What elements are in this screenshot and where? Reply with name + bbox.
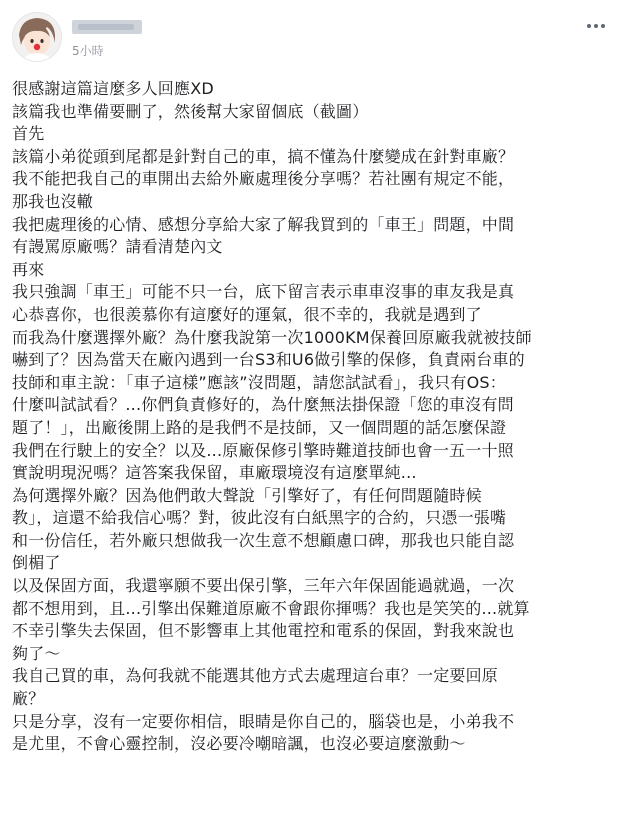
post-text-line: 我不能把我自己的車開出去給外廠處理後分享嗎？若社團有規定不能， [12, 169, 515, 189]
more-options-button[interactable] [582, 16, 610, 36]
post-text-line: 為何選擇外廠？因為他們敢大聲說「引擎好了，有任何問題隨時候 [12, 485, 482, 505]
post-header [12, 12, 610, 68]
post-body [12, 78, 610, 756]
post-text-line: 很感謝這篇這麼多人回應XD [12, 79, 214, 98]
post-text-line: 是尤里，不會心靈控制，沒必要冷嘲暗諷，也沒必要這麼激動～ [12, 734, 466, 754]
more-dot-icon [594, 24, 598, 28]
post-text-line: 題了！」，出廠後開上路的是我們不是技師，又一個問題的話怎麼保證 [12, 417, 507, 437]
post-text-line: 首先 [12, 124, 45, 144]
post-text-line: 該篇小弟從頭到尾都是針對自己的車，搞不懂為什麼變成在針對車廠？ [12, 146, 515, 166]
post-text-line: 夠了～ [12, 643, 61, 663]
post-text-line: 有謾罵原廠嗎？請看清楚內文 [12, 237, 223, 257]
post-text-line: 教」，這還不給我信心嗎？對，彼此沒有白紙黑字的合約，只憑一張嘴 [12, 508, 507, 528]
post-timestamp[interactable]: 5小時 [72, 44, 104, 58]
post-text-line: 不幸引擎失去保固，但不影響車上其他電控和電系的保固，對我來說也 [12, 621, 515, 641]
more-dot-icon [601, 24, 605, 28]
avatar[interactable] [12, 12, 62, 62]
post-text-line: 倒楣了 [12, 553, 61, 573]
post-text-line: 和一份信任，若外廠只想做我一次生意不想顧慮口碑，那我也只能自認 [12, 530, 515, 550]
post-text-line: 廠？ [12, 689, 45, 709]
post-text-line: 心恭喜你，也很羨慕你有這麼好的運氣，很不幸的，我就是遇到了 [12, 304, 482, 324]
more-dot-icon [587, 24, 591, 28]
post-text-line: 再來 [12, 259, 45, 279]
post-text-line: 我只強調「車王」可能不只一台，底下留言表示車車沒事的車友我是真 [12, 282, 515, 302]
post-text-line: 那我也沒轍 [12, 191, 94, 211]
post-text-line: 以及保固方面，我還寧願不要出保引擎，三年六年保固能過就過，一次 [12, 576, 515, 596]
post-text-line: 我把處理後的心情、感想分享給大家了解我買到的「車王」問題，中間 [12, 214, 515, 234]
post-text-line: 我自己買的車，為何我就不能選其他方式去處理這台車？一定要回原 [12, 666, 499, 686]
post-text-line: 實說明現況嗎？這答案我保留，車廠環境沒有這麼單純... [12, 463, 417, 483]
post-text-line: 什麼叫試試看？...你們負責修好的，為什麼無法掛保證「您的車沒有問 [12, 395, 514, 415]
post-text-line: 嚇到了？因為當天在廠內遇到一台S3和U6做引擎的保修，負責兩台車的 [12, 350, 525, 370]
post-text-line: 都不想用到，且...引擎出保難道原廠不會跟你揮嗎？我也是笑笑的...就算 [12, 598, 530, 618]
avatar-illustration-icon [13, 13, 61, 61]
post-text-line: 技師和車主說：「車子這樣”應該”沒問題，請您試試看」，我只有OS： [12, 372, 506, 392]
post-text-line: 我們在行駛上的安全？以及...原廠保修引擎時難道技師也會一五一十照 [12, 440, 514, 460]
post-text-line: 該篇我也準備要刪了，然後幫大家留個底（截圖） [12, 101, 369, 121]
author-name-blurred[interactable] [72, 20, 142, 34]
post-text-line: 而我為什麼選擇外廠？為什麼我說第一次1000KM保養回原廠我就被技師 [12, 327, 532, 347]
post-text-line: 只是分享，沒有一定要你相信，眼睛是你自己的，腦袋也是，小弟我不 [12, 711, 515, 731]
